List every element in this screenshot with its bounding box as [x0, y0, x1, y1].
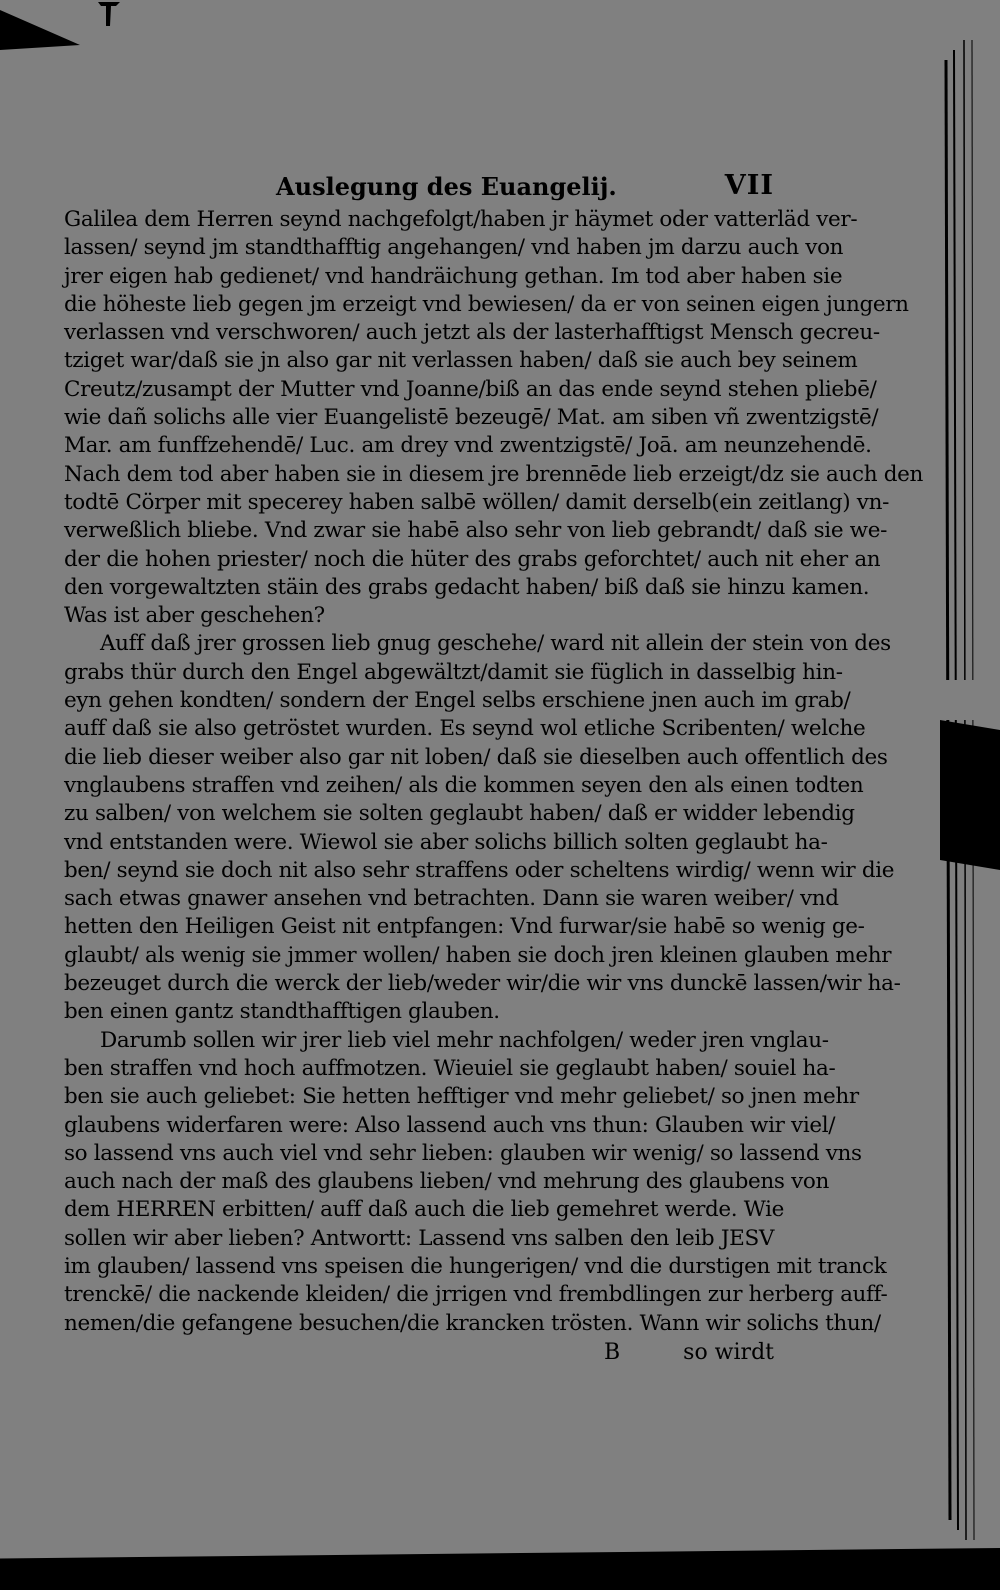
text-line: ben/ seynd sie doch nit also sehr straffens oder scheltens wirdig/ wenn wir die: [64, 857, 895, 883]
text-line: vnd entstanden were. Wiewol sie aber solichs billich solten geglaubt ha-: [64, 829, 828, 855]
text-line: glaubt/ als wenig sie jmmer wollen/ haben sie doch jren kleinen glauben mehr: [64, 942, 892, 968]
text-line: trenckē/ die nackende kleiden/ die jrrigen vnd frembdlingen zur herberg auff-: [64, 1282, 888, 1308]
running-head: Auslegung des Euangelij.: [276, 172, 617, 201]
scan-shadow-bottom: [0, 1548, 1000, 1590]
paragraph-3: [64, 1027, 888, 1338]
text-line: hetten den Heiligen Geist nit entpfangen: Vnd furwar/sie habē so wenig ge-: [64, 914, 865, 940]
text-line: die höheste lieb gegen jm erzeigt vnd bewiesen/ da er von seinen eigen jungern: [64, 291, 909, 317]
text-line: nemen/die gefangene besuchen/die krancken trösten. Wann wir solichs thun/: [64, 1310, 881, 1336]
text-line: Creutz/zusampt der Mutter vnd Joanne/biß an das ende seynd stehen pliebē/: [64, 376, 877, 402]
paragraph-1: [64, 206, 923, 630]
text-line: sach etwas gnawer ansehen vnd betrachten. Dann sie waren weiber/ vnd: [64, 886, 839, 912]
text-line: wie dañ solichs alle vier Euangelistē bezeugē/ Mat. am siben vñ zwentzigstē/: [64, 405, 879, 431]
paragraph-2: [64, 630, 901, 1026]
text-line: tziget war/daß sie jn also gar nit verlassen haben/ daß sie auch bey seinem: [64, 348, 858, 374]
text-line: Galilea dem Herren seynd nachgefolgt/haben jr häymet oder vatterläd ver-: [64, 207, 858, 232]
text-line: verweßlich bliebe. Vnd zwar sie habē also sehr von lieb gebrandt/ daß sie we-: [64, 518, 888, 544]
text-line: der die hohen priester/ noch die hüter des grabs geforchtet/ auch nit eher an: [64, 546, 881, 572]
text-line: verlassen vnd verschworen/ auch jetzt als der lasterhafftigst Mensch gecreu-: [64, 320, 880, 346]
text-line: im glauben/ lassend vns speisen die hungerigen/ vnd die durstigen mit tranck: [64, 1253, 887, 1279]
text-line: dem HERREN erbitten/ auff daß auch die lieb gemehret werde. Wie: [64, 1197, 785, 1223]
page-header: [64, 170, 774, 206]
text-line: Auff daß jrer grossen lieb gnug geschehe/ ward nit allein der stein von des: [100, 631, 891, 657]
text-line: die lieb dieser weiber also gar nit loben/ daß sie dieselben auch offentlich des: [64, 744, 888, 770]
catchword: so wirdt: [683, 1339, 774, 1365]
text-line: Darumb sollen wir jrer lieb viel mehr nachfolgen/ weder jren vnglau-: [100, 1027, 829, 1053]
scan-ink-mark: [96, 0, 122, 28]
text-line: ben sie auch geliebet: Sie hetten hefftiger vnd mehr geliebet/ so jnen mehr: [64, 1084, 859, 1110]
text-line: auch nach der maß des glaubens lieben/ vnd mehrung des glaubens von: [64, 1169, 829, 1195]
signature-mark: B: [604, 1339, 621, 1365]
text-line: Was ist aber geschehen?: [64, 603, 325, 629]
text-line: zu salben/ von welchem sie solten geglaubt haben/ daß er widder lebendig: [64, 801, 855, 827]
text-line: glaubens widerfaren were: Also lassend auch vns thun: Glauben wir viel/: [64, 1112, 836, 1138]
text-line: Nach dem tod aber haben sie in diesem jre brennēde lieb erzeigt/dz sie auch den: [64, 461, 923, 487]
text-line: todtē Cörper mit specerey haben salbē wöllen/ damit derselb(ein zeitlang) vn-: [64, 489, 889, 515]
text-line: so lassend vns auch viel vnd sehr lieben: glauben wir wenig/ so lassend vns: [64, 1140, 862, 1166]
text-line: ben einen gantz standthafftigen glauben.: [64, 999, 500, 1025]
scan-shadow-top-left: [0, 0, 80, 50]
folio-number: VII: [724, 170, 774, 201]
text-line: grabs thür durch den Engel abgewältzt/damit sie füglich in dasselbig hin-: [64, 659, 843, 685]
page-footer: [64, 1340, 774, 1372]
text-line: lassen/ seynd jm standthafftig angehangen/ vnd haben jm darzu auch von: [64, 235, 844, 261]
text-line: eyn gehen kondten/ sondern der Engel selbs erschiene jnen auch im grab/: [64, 688, 851, 714]
text-line: ben straffen vnd hoch auffmotzen. Wieuiel sie geglaubt haben/ souiel ha-: [64, 1055, 836, 1081]
text-line: den vorgewaltzten stäin des grabs gedacht haben/ biß daß sie hinzu kamen.: [64, 574, 870, 600]
text-line: jrer eigen hab gedienet/ vnd handräichung gethan. Im tod aber haben sie: [64, 263, 843, 289]
text-line: sollen wir aber lieben? Antwortt: Lassend vns salben den leib JESV: [64, 1225, 774, 1251]
text-line: Mar. am funffzehendē/ Luc. am drey vnd zwentzigstē/ Joā. am neunzehendē.: [64, 433, 872, 459]
text-line: vnglaubens straffen vnd zeihen/ als die kommen seyen den als einen todten: [64, 772, 864, 798]
text-line: bezeuget durch die werck der lieb/weder wir/die wir vns dunckē lassen/wir ha-: [64, 971, 901, 997]
book-page: [64, 170, 923, 1372]
scan-page-edge-right: [940, 40, 1000, 1540]
text-line: auff daß sie also getröstet wurden. Es seynd wol etliche Scribenten/ welche: [64, 716, 866, 742]
